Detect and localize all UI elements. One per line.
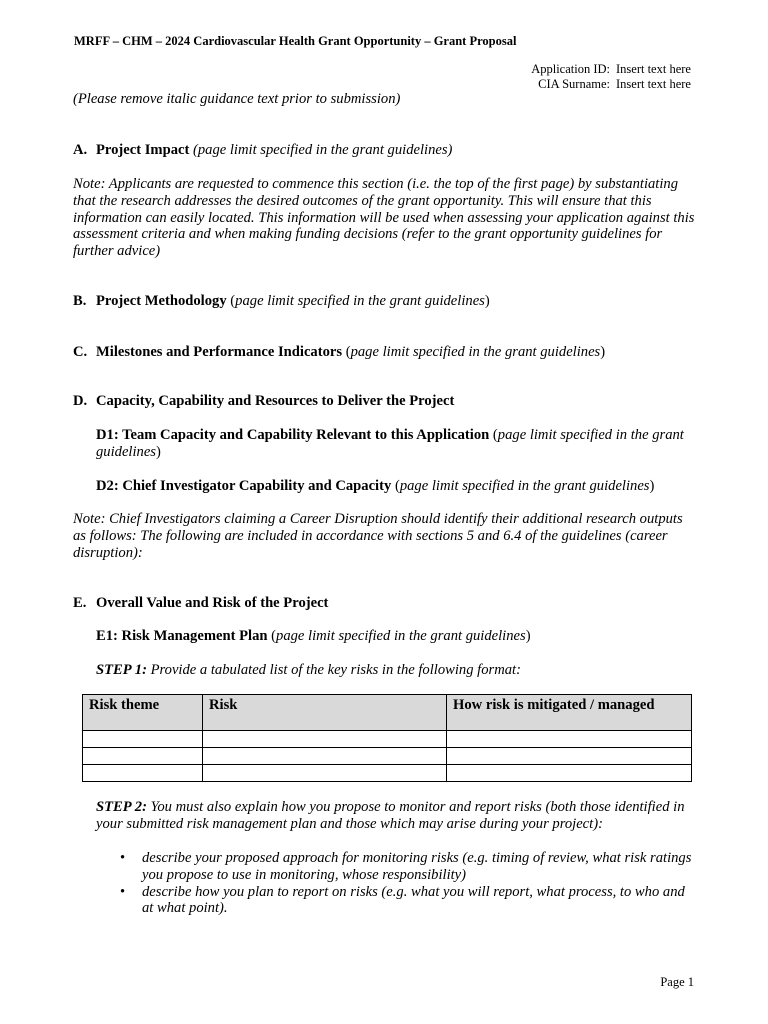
risk-header: Risk bbox=[203, 695, 447, 731]
table-cell[interactable] bbox=[203, 765, 447, 782]
section-c-heading bbox=[73, 344, 695, 361]
section-b-heading bbox=[73, 293, 695, 310]
table-cell[interactable] bbox=[203, 748, 447, 765]
section-d1-heading bbox=[96, 427, 695, 461]
step1-label: STEP 1: bbox=[96, 662, 147, 678]
section-a-heading bbox=[73, 142, 695, 159]
bullet-icon: • bbox=[120, 850, 126, 866]
section-d2-title: D2: Chief Investigator Capability and Capacity bbox=[96, 478, 392, 494]
page-number: Page 1 bbox=[660, 975, 694, 989]
section-d-heading bbox=[73, 393, 695, 410]
section-d2-open-paren: ( bbox=[394, 478, 400, 494]
section-e1-open-paren: ( bbox=[271, 628, 277, 644]
section-d1-title: D1: Team Capacity and Capability Relevant to this Application bbox=[96, 427, 490, 443]
table-cell[interactable] bbox=[83, 731, 203, 748]
step2-text: You must also explain how you propose to monitor and report risks (both those identified in your submitted risk management plan and those which may arise during your project): bbox=[96, 799, 685, 832]
section-c-title: Milestones and Performance Indicators bbox=[96, 344, 343, 360]
section-b-letter: B. bbox=[73, 293, 87, 309]
section-c-close-paren: ) bbox=[600, 344, 606, 360]
table-cell[interactable] bbox=[83, 748, 203, 765]
section-d-letter: D. bbox=[73, 393, 88, 409]
table-row bbox=[83, 765, 692, 782]
table-row bbox=[83, 748, 692, 765]
section-d2-heading bbox=[96, 478, 695, 495]
section-a-title: Project Impact bbox=[96, 142, 190, 158]
section-e-title: Overall Value and Risk of the Project bbox=[96, 595, 329, 611]
section-a-page-limit: (page limit specified in the grant guidelines) bbox=[193, 142, 453, 158]
section-c-letter: C. bbox=[73, 344, 88, 360]
section-e-letter: E. bbox=[73, 595, 87, 611]
section-a-letter: A. bbox=[73, 142, 88, 158]
application-meta bbox=[531, 62, 694, 92]
table-cell[interactable] bbox=[83, 765, 203, 782]
section-d1-open-paren: ( bbox=[492, 427, 498, 443]
application-id-value[interactable]: Insert text here bbox=[616, 62, 691, 76]
table-cell[interactable] bbox=[447, 731, 692, 748]
section-d-body: Note: Chief Investigators claiming a Career Disruption should identify their additional research outputs as follows: The following are included in accordance with sections 5 and 6.4 of the guidelines (career disruption): bbox=[73, 511, 683, 561]
risk-theme-header: Risk theme bbox=[83, 695, 203, 731]
section-d2-close-paren: ) bbox=[649, 478, 655, 494]
section-e1-close-paren: ) bbox=[525, 628, 531, 644]
section-a-body: Note: Applicants are requested to commence this section (i.e. the top of the first page) by substantiating that the research addresses the desired outcomes of the grant opportunity. This will ensure that this information can easily located. This information will be used when assessing your application against this assessment criteria and when making funding decisions (refer to the grant opportunity guidelines for further advice) bbox=[73, 176, 695, 260]
section-e1-title: E1: Risk Management Plan bbox=[96, 628, 268, 644]
section-b-open-paren: ( bbox=[230, 293, 236, 309]
section-e1-page-limit: page limit specified in the grant guidelines bbox=[276, 628, 526, 644]
mitigation-header: How risk is mitigated / managed bbox=[447, 695, 692, 731]
risk-monitoring-bullets bbox=[96, 850, 696, 917]
risk-table bbox=[82, 694, 692, 782]
step2-label: STEP 2: bbox=[96, 799, 147, 815]
section-c-page-limit: page limit specified in the grant guidelines bbox=[350, 344, 601, 360]
table-cell[interactable] bbox=[447, 765, 692, 782]
cia-surname-label: CIA Surname: bbox=[538, 77, 610, 91]
cia-surname-value[interactable]: Insert text here bbox=[616, 77, 691, 91]
section-d1-page-limit: page limit specified in the grant guidelines bbox=[96, 427, 684, 460]
risk-table-header-row bbox=[83, 695, 692, 731]
step1-instruction bbox=[96, 662, 695, 679]
table-cell[interactable] bbox=[447, 748, 692, 765]
section-b-close-paren: ) bbox=[484, 293, 490, 309]
section-c-open-paren: ( bbox=[345, 344, 351, 360]
bullet-icon: • bbox=[120, 883, 126, 900]
section-b-title: Project Methodology bbox=[96, 293, 227, 309]
section-e-heading bbox=[73, 595, 695, 612]
guidance-note: (Please remove italic guidance text prior to submission) bbox=[73, 91, 401, 107]
section-b-page-limit: page limit specified in the grant guidelines bbox=[235, 293, 485, 309]
document-header-title: MRFF – CHM – 2024 Cardiovascular Health Grant Opportunity – Grant Proposal bbox=[74, 34, 517, 48]
list-item bbox=[96, 884, 696, 918]
bullet-text: describe your proposed approach for monitoring risks (e.g. timing of review, what risk ratings you propose to use in monitoring, whose responsibility) bbox=[142, 850, 692, 883]
section-d1-close-paren: ) bbox=[156, 443, 161, 460]
section-d2-page-limit: page limit specified in the grant guidelines bbox=[399, 478, 650, 494]
bullet-text: describe how you plan to report on risks (e.g. what you will report, what process, to who and at what point). bbox=[142, 883, 685, 917]
table-cell[interactable] bbox=[203, 731, 447, 748]
list-item bbox=[96, 850, 696, 884]
section-e1-heading bbox=[96, 628, 695, 645]
section-d-title: Capacity, Capability and Resources to Deliver the Project bbox=[96, 393, 455, 409]
application-id-label: Application ID: bbox=[531, 62, 610, 76]
table-row bbox=[83, 731, 692, 748]
step2-instruction bbox=[96, 799, 695, 833]
step1-text: Provide a tabulated list of the key risks in the following format: bbox=[150, 662, 521, 678]
